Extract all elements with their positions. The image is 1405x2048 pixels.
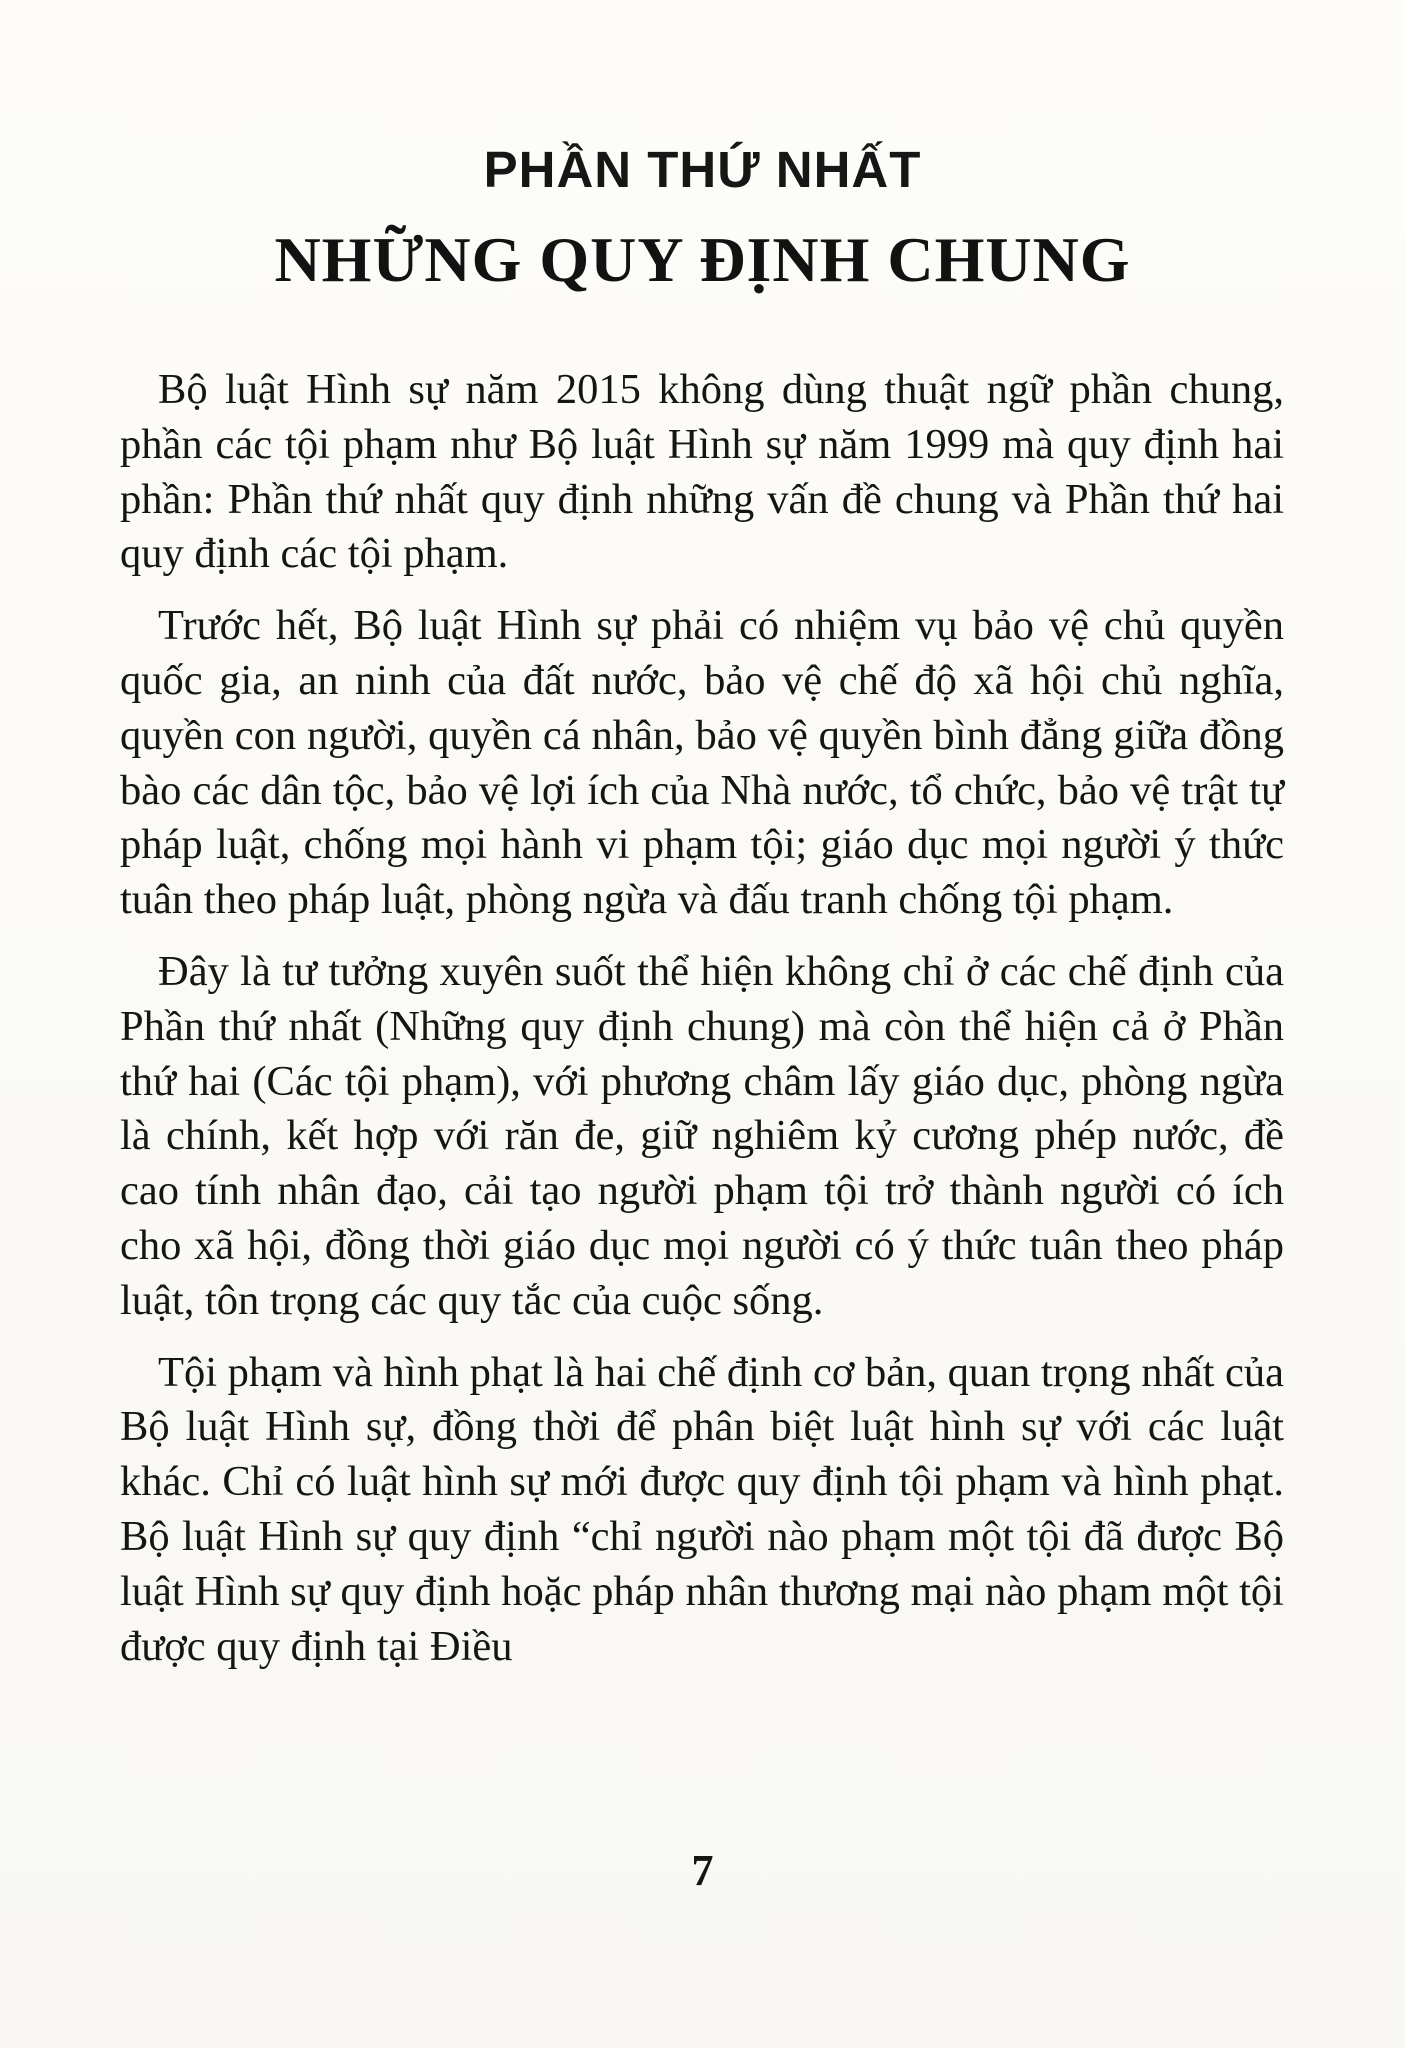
- page-body: [120, 363, 1284, 1674]
- paragraph-3: Đây là tư tưởng xuyên suốt thể hiện không chỉ ở các chế định của Phần thứ nhất (Những quy định chung) mà còn thể hiện cả ở Phần thứ hai (Các tội phạm), với phương châm lấy giáo dục, phòng ngừa là chính, kết hợp với răn đe, giữ nghiêm kỷ cương phép nước, đề cao tính nhân đạo, cải tạo người phạm tội trở thành người có ích cho xã hội, đồng thời giáo dục mọi người có ý thức tuân theo pháp luật, tôn trọng các quy tắc của cuộc sống.: [120, 947, 1284, 1324]
- part-title: PHẦN THỨ NHẤT: [483, 141, 922, 198]
- page-number: 7: [691, 1846, 714, 1895]
- paragraph-2: Trước hết, Bộ luật Hình sự phải có nhiệm vụ bảo vệ chủ quyền quốc gia, an ninh của đất nước, bảo vệ chế độ xã hội chủ nghĩa, quyền con người, quyền cá nhân, bảo vệ quyền bình đẳng giữa đồng bào các dân tộc, bảo vệ lợi ích của Nhà nước, tổ chức, bảo vệ trật tự pháp luật, chống mọi hành vi phạm tội; giáo dục mọi người ý thức tuân theo pháp luật, phòng ngừa và đấu tranh chống tội phạm.: [120, 602, 1284, 924]
- paragraph-1: Bộ luật Hình sự năm 2015 không dùng thuật ngữ phần chung, phần các tội phạm như Bộ luật Hình sự năm 1999 mà quy định hai phần: Phần thứ nhất quy định những vấn đề chung và Phần thứ hai quy định các tội phạm.: [120, 366, 1284, 578]
- chapter-title: NHỮNG QUY ĐỊNH CHUNG: [274, 224, 1131, 295]
- paragraph-4: Tội phạm và hình phạt là hai chế định cơ bản, quan trọng nhất của Bộ luật Hình sự, đồng thời để phân biệt luật hình sự với các luật khác. Chỉ có luật hình sự mới được quy định tội phạm và hình phạt. Bộ luật Hình sự quy định “chỉ người nào phạm một tội đã được Bộ luật Hình sự quy định hoặc pháp nhân thương mại nào phạm một tội được quy định tại Điều: [120, 1348, 1284, 1670]
